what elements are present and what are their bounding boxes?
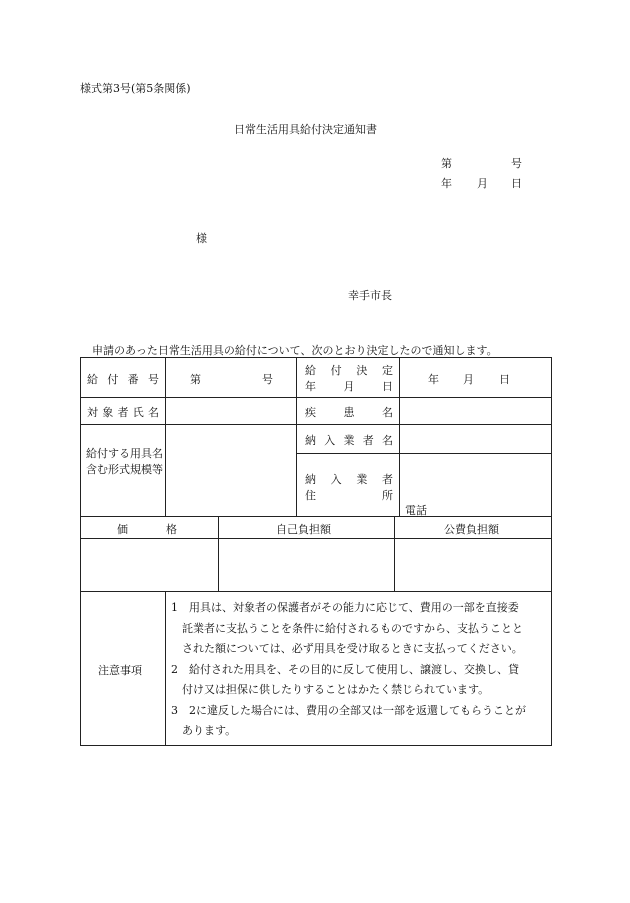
note-line: 託業者に支払うことを条件に給付されるものですから、支払うことと [182, 621, 523, 635]
label-kyufu-bango: 給 付 番 号 [87, 373, 159, 386]
label-shikkan-mei: 疾 患 名 [305, 406, 393, 419]
label-kakaku: 価 格 [117, 523, 177, 536]
recipient-suffix: 様 [196, 232, 207, 245]
note-line: 付け又は担保に供したりすることはかたく禁じられています。 [182, 683, 490, 696]
label-nonyu-addr-line1: 納 入 業 者 [305, 473, 393, 486]
note-line: 2 給付された用具を、その目的に反して使用し、譲渡し、交換し、貸 [171, 662, 519, 676]
issuer: 幸手市長 [348, 289, 392, 302]
number-go: 号 [511, 157, 522, 170]
label-kettei-line1: 給 付 決 定 [305, 364, 393, 377]
date-year: 年 [441, 177, 452, 190]
kettei-day: 日 [499, 373, 510, 386]
note-line: された額については、必ず用具を受け取るときに支払ってください。 [182, 642, 523, 655]
label-denwa: 電話 [405, 504, 427, 517]
document-title: 日常生活用具給付決定通知書 [234, 123, 377, 136]
kyufu-go: 号 [262, 373, 273, 386]
kyufu-dai: 第 [190, 373, 201, 386]
label-kettei-line2: 年 月 日 [305, 380, 393, 393]
form-label: 様式第3号(第5条関係) [80, 82, 191, 95]
note-line: あります。 [182, 724, 237, 737]
label-kohi-futan: 公費負担額 [444, 523, 499, 536]
notes-list [171, 598, 551, 742]
kettei-month: 月 [463, 373, 474, 386]
date-day: 日 [511, 177, 522, 190]
note-line: 3 2に違反した場合には、費用の全部又は一部を返還してもらうことが [171, 703, 526, 717]
label-chui-jiko: 注意事項 [98, 664, 142, 677]
note-line: 1 用具は、対象者の保護者がその能力に応じて、費用の一部を直接委 [171, 601, 519, 614]
label-jiko-futan: 自己負担額 [276, 523, 331, 536]
number-dai: 第 [441, 157, 452, 170]
label-nonyu-name: 納 入 業 者 名 [305, 434, 393, 447]
label-yogu: 給付する用具名含む形式規模等 [86, 447, 163, 476]
kettei-year: 年 [428, 373, 439, 386]
label-nonyu-addr-line2: 住 所 [305, 489, 393, 502]
intro-text: 申請のあった日常生活用具の給付について、次のとおり決定したので通知します。 [92, 344, 498, 357]
label-taisho-shimei: 対 象 者 氏 名 [87, 406, 159, 419]
date-month: 月 [477, 177, 488, 190]
